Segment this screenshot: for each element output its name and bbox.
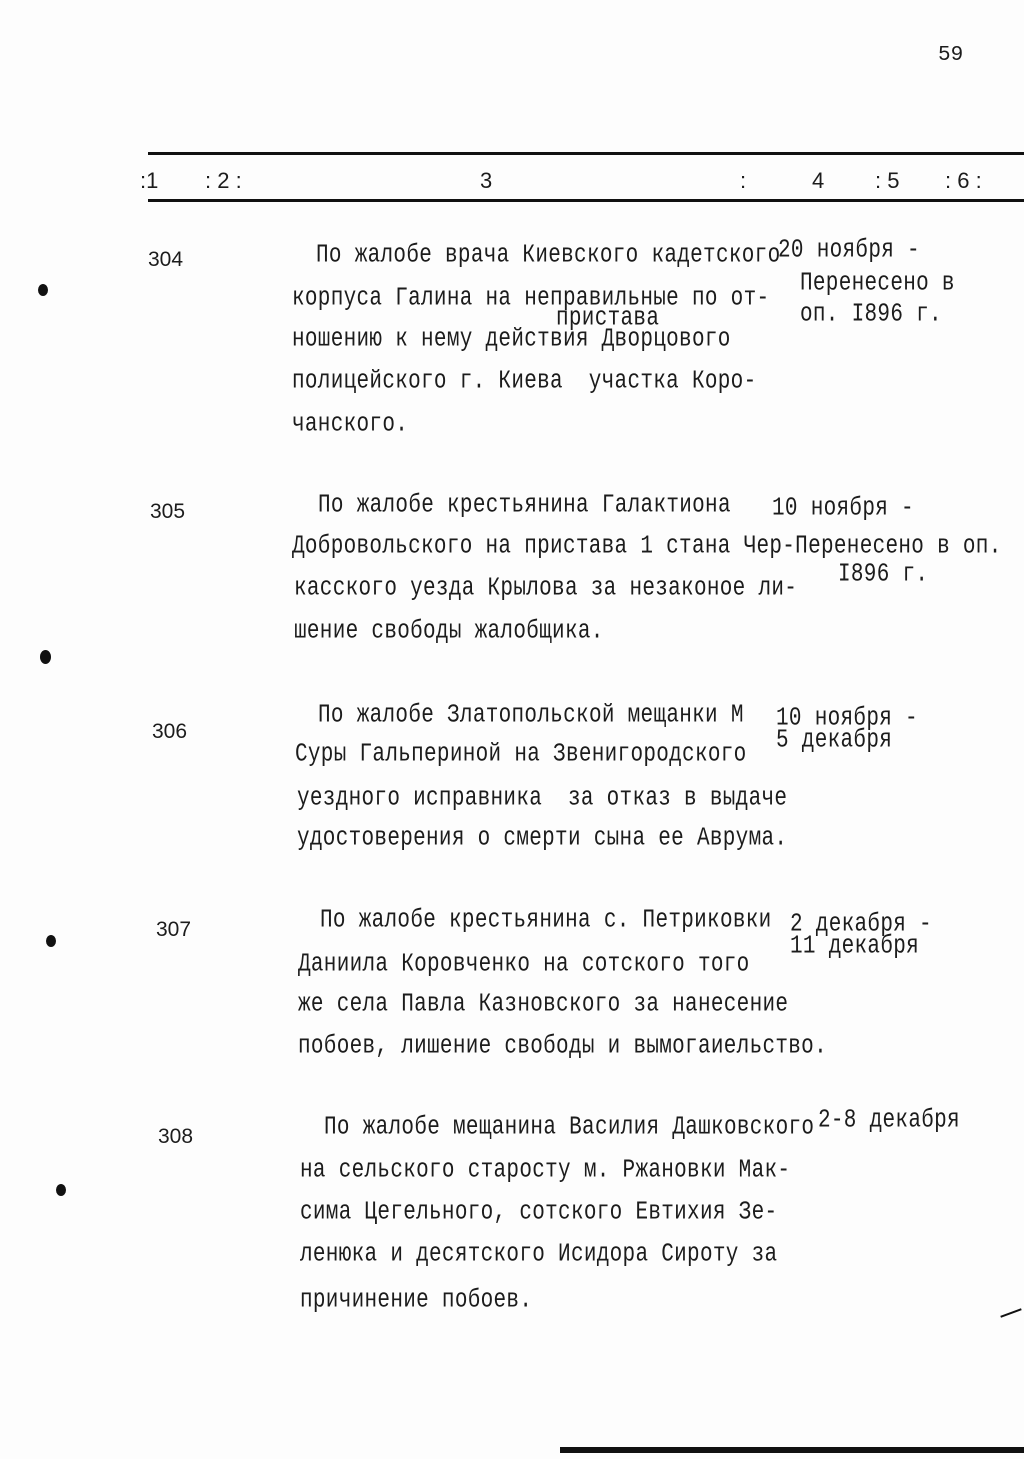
entry-text-line: Суры Гальпериной на Звенигородского xyxy=(295,740,747,769)
header-col-1: :1 xyxy=(140,168,159,193)
entry-text-line: причинение побоев. xyxy=(300,1286,533,1315)
entry-text-line: сима Цегельного, сотского Евтихия Зе- xyxy=(300,1198,778,1227)
entry-text-line: По жалобе крестьянина с. Петриковки xyxy=(320,906,772,935)
entry-number: 307 xyxy=(156,918,192,941)
entry-number: 308 xyxy=(158,1125,194,1148)
entry-text-line: корпуса Галина на неправильные по от- xyxy=(292,284,770,313)
entry-text-line: же села Павла Казновского за нанесение xyxy=(298,990,789,1019)
table-top-rule xyxy=(148,152,1024,155)
entry-text-line: побоев, лишение свободы и вымогаиельство. xyxy=(298,1032,827,1061)
entry-text-line: Добровольского на пристава 1 стана Чер-Перенесено в оп. xyxy=(292,532,1002,561)
header-col-6: : 6 : xyxy=(945,168,982,193)
entry-note: I896 г. xyxy=(838,560,929,589)
entry-number: 305 xyxy=(150,500,186,523)
header-sep: : xyxy=(740,168,747,193)
entry-text-line: По жалобе мещанина Василия Дашковского xyxy=(324,1113,815,1142)
entry-number: 304 xyxy=(148,248,184,271)
entry-date: 11 декабря xyxy=(790,932,920,961)
entry-text-line: По жалобе врача Киевского кадетского xyxy=(316,241,781,270)
pen-mark xyxy=(1000,1308,1021,1317)
entry-date: 20 ноября - xyxy=(778,236,920,265)
scan-edge-bar xyxy=(560,1447,1024,1453)
entry-date: 2-8 декабря xyxy=(818,1106,960,1135)
entry-note: Перенесено в xyxy=(800,269,955,298)
punch-hole-mark xyxy=(38,284,48,296)
entry-text-line: По жалобе крестьянина Галактиона xyxy=(318,491,731,520)
entry-text-line: удостоверения о смерти сына ее Аврума. xyxy=(297,824,788,853)
entry-text-line: на сельского старосту м. Ржановки Мак- xyxy=(300,1156,791,1185)
header-col-2: : 2 : xyxy=(205,168,242,193)
entry-note: оп. I896 г. xyxy=(800,300,942,329)
entry-date: 2 декабря - xyxy=(790,910,932,939)
entry-text-line: касского уезда Крылова за незаконое ли- xyxy=(294,574,798,603)
punch-hole-mark xyxy=(46,935,56,947)
entry-text-line: шение свободы жалобщика. xyxy=(294,617,604,646)
punch-hole-mark xyxy=(40,650,51,664)
entry-text-line: ленюка и десятского Исидора Сироту за xyxy=(300,1240,778,1269)
table-header-rule xyxy=(148,199,1024,202)
entry-date: 10 ноября - xyxy=(772,494,914,523)
entry-text-line: пристава xyxy=(556,304,660,333)
header-col-3: 3 xyxy=(480,168,493,193)
punch-hole-mark xyxy=(56,1184,66,1196)
entry-text-line: По жалобе Златопольской мещанки М xyxy=(318,701,744,730)
header-col-5: : 5 xyxy=(875,168,900,193)
entry-text-line: Даниила Коровченко на сотского того xyxy=(298,950,750,979)
entry-text-line: чанского. xyxy=(292,410,409,439)
entry-text-line: полицейского г. Киева участка Коро- xyxy=(292,367,757,396)
page-number: 59 xyxy=(938,44,964,67)
entry-date: 10 ноября - xyxy=(776,704,918,733)
entry-number: 306 xyxy=(152,720,188,743)
entry-text-line: уездного исправника за отказ в выдаче xyxy=(297,784,788,813)
entry-date: 5 декабря xyxy=(776,726,893,755)
entry-text-line: ношению к нему действия Дворцового xyxy=(292,325,731,354)
header-col-4: 4 xyxy=(812,168,825,193)
